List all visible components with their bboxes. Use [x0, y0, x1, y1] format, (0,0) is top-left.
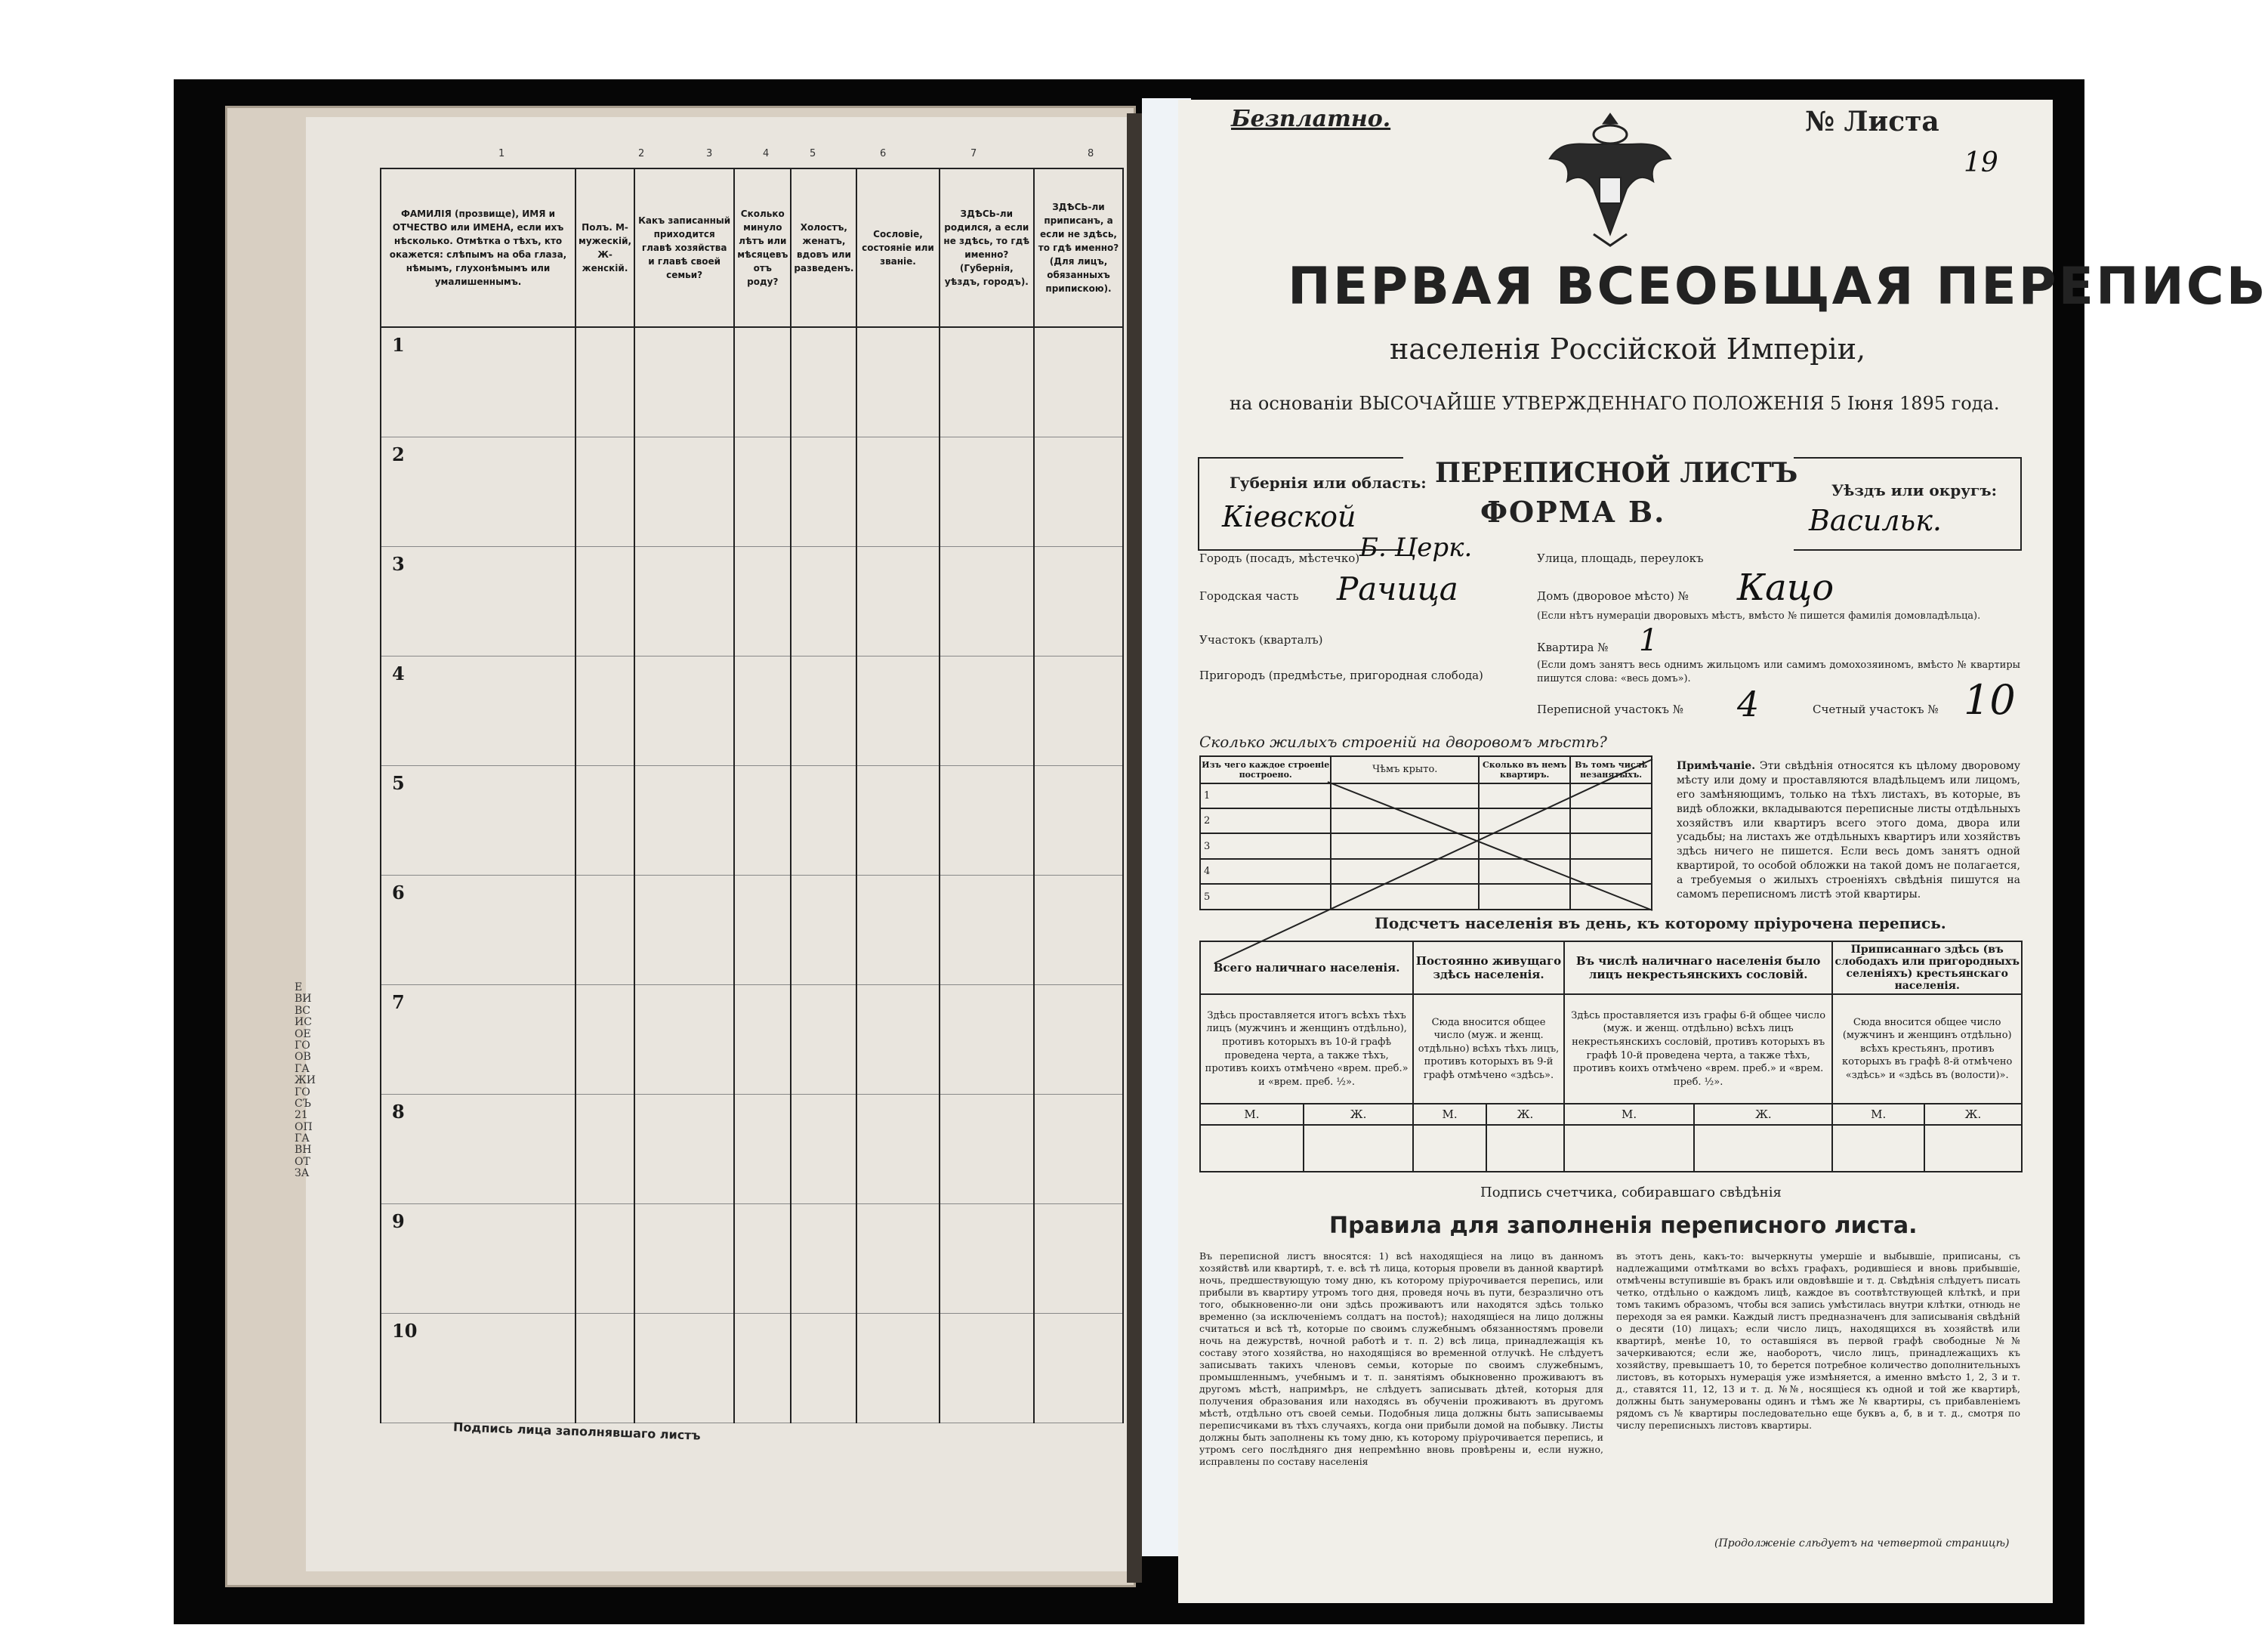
census-cell — [1034, 547, 1123, 656]
census-cell — [791, 1095, 856, 1204]
pop-cell — [1486, 1125, 1564, 1172]
m-label: М. — [1413, 1104, 1486, 1125]
build-header: Изъ чего каждое строеніе построено. — [1200, 756, 1331, 783]
census-row — [381, 876, 1123, 985]
census-row — [381, 437, 1123, 547]
column-number: 1 — [498, 148, 505, 159]
form-subtitle: ФОРМА В. — [1480, 495, 1666, 529]
column-number: 5 — [810, 148, 816, 159]
census-cell — [791, 656, 856, 766]
form-title: ПЕРЕПИСНОЙ ЛИСТЪ — [1435, 457, 1798, 489]
rules-right: въ этотъ день, какъ-то: вычеркнуты умершіе и выбывшіе, приписаны, съ надлежащими отмѣтками во всѣхъ графахъ, родившіеся и вновь прибывшіе, отмѣчены вступившіе въ бракъ или овдовѣвшіе и т. д. Свѣдѣнія слѣдуетъ писать четко, отдѣльно о каждомъ лицѣ, каждое въ соотвѣтствующей клѣткѣ, и при томъ такимъ образомъ, чтобы вся запись умѣстилась внутри клѣтки, отнюдь не переходя за ея рамки. Каждый листъ предназначенъ для записыванія свѣдѣній о десяти (10) лицахъ; если число лицъ, находящихся въ хозяйствѣ или квартирѣ, менѣе 10, то оставшіяся въ первой графѣ свободные №№ зачеркиваются; если же, наоборотъ, число лицъ, принадлежащихъ къ хозяйству, превышаетъ 10, то берется потребное количество дополнительныхъ листовъ, въ которыхъ нумерація уже измѣняется, а именно вмѣсто 1, 2, 3 и т. д., ставятся 11, 12, 13 и т. д. №№, носящіеся къ одной и той же квартирѣ, должны быть занумерованы одинъ и тѣмъ же № квартиры, съ прибавленіемъ рядомъ съ № квартиры последовательно еще буквъ а, б, в и т. д., смотря по числу переписныхъ листовъ квартиры. — [1616, 1250, 2020, 1431]
pop-cell — [1924, 1125, 2022, 1172]
header-registration: ЗДѢСЬ-ли приписанъ, а если не здѣсь, то гдѣ именно? (Для лицъ, обязанныхъ припискою). — [1034, 168, 1123, 327]
pop-text: Сюда вносится общее число (муж. и женщ. отдѣльно) всѣхъ тѣхъ лицъ, противъ которыхъ въ 9-й графѣ отмѣчено «здѣсь». — [1413, 994, 1564, 1104]
row-number: 1 — [381, 327, 575, 437]
basis-text: на основаніи ВЫСОЧАЙШЕ УТВЕРЖДЕННАГО ПОЛОЖЕНІЯ 5 Іюня 1895 года. — [1230, 393, 2000, 414]
binding-edge-text: Е ВИ ВС ИС ОЕ ГО ОВ ГА ЖИ ГО СЪ 21 ОП ГА ВН ОТ ЗА — [295, 981, 316, 1180]
census-cell — [940, 1095, 1034, 1204]
build-row-number: 3 — [1200, 833, 1331, 858]
part-label: Городская часть — [1199, 589, 1299, 603]
census-cell — [856, 985, 939, 1095]
pop-cell — [1304, 1125, 1413, 1172]
census-cell — [575, 656, 634, 766]
column-number: 8 — [1088, 148, 1094, 159]
zh-label: Ж. — [1486, 1104, 1564, 1125]
census-row — [381, 1095, 1123, 1204]
rules-title: Правила для заполненія переписного листа. — [1329, 1213, 1918, 1239]
apt-value: 1 — [1639, 623, 1659, 658]
census-cell — [1034, 1314, 1123, 1423]
census-cell — [575, 985, 634, 1095]
count-area-value: 10 — [1964, 676, 2016, 724]
uezd-box — [1794, 457, 2022, 551]
pop-text: Сюда вносится общее число (мужчинъ и женщинъ отдѣльно) всѣхъ крестьянъ, противъ которыхъ въ графѣ 8-й отмѣчено «здѣсь» и «здѣсь въ (волости)». — [1832, 994, 2022, 1104]
census-row — [381, 1204, 1123, 1314]
census-row — [381, 766, 1123, 876]
census-cell — [634, 656, 734, 766]
pop-cell — [1832, 1125, 1924, 1172]
census-cell — [575, 547, 634, 656]
census-area-label: Переписной участокъ № — [1537, 703, 1683, 716]
house-note: (Если нѣтъ нумераціи дворовыхъ мѣстъ, вмѣсто № пишется фамилія домовладѣльца). — [1537, 610, 1981, 622]
census-cell — [940, 876, 1034, 985]
row-number: 3 — [381, 547, 575, 656]
uezd-label: Уѣздъ или округъ: — [1831, 481, 1997, 499]
census-cell — [634, 437, 734, 547]
census-cell — [856, 437, 939, 547]
build-header: Чѣмъ крыто. — [1331, 756, 1479, 783]
census-cell — [791, 766, 856, 876]
row-number: 6 — [381, 876, 575, 985]
pop-header: Всего наличнаго населенія. — [1200, 941, 1413, 994]
column-number: 3 — [706, 148, 713, 159]
census-cell — [1034, 327, 1123, 437]
pop-cell — [1200, 1125, 1304, 1172]
census-cell — [734, 327, 791, 437]
row-number: 9 — [381, 1204, 575, 1314]
zh-label: Ж. — [1304, 1104, 1413, 1125]
census-cell — [575, 327, 634, 437]
counter-signature: Подпись счетчика, собиравшаго свѣдѣнія — [1480, 1185, 1782, 1200]
header-birthplace: ЗДѢСЬ-ли родился, а если не здѣсь, то гдѣ именно? (Губернія, уѣздъ, городъ). — [940, 168, 1034, 327]
note-text: Эти свѣдѣнія относятся къ цѣлому дворовому мѣсту или дому и проставляются владѣльцемъ или лицомъ, его замѣняющимъ, только на тѣхъ листахъ, въ которые, въ видѣ обложки, вкладываются переписные листы отдѣльныхъ хозяйствъ или квартиръ всего этого дома, двора или усадьбы; на листахъ же отдѣльныхъ квартиръ или хозяйствъ здѣсь ничего не пишется. Если весь домъ занятъ одной квартирой, то особой обложки на такой домъ не полагается, а требуемыя о жилыхъ строеніяхъ свѣдѣнія пишутся на самомъ переписномъ листѣ этой квартиры. — [1677, 760, 2020, 901]
census-cell — [791, 1204, 856, 1314]
column-number: 6 — [880, 148, 887, 159]
census-cell — [634, 876, 734, 985]
pop-header: Постоянно живущаго здѣсь населенія. — [1413, 941, 1564, 994]
census-row — [381, 327, 1123, 437]
census-cell — [940, 656, 1034, 766]
census-cell — [856, 1095, 939, 1204]
census-cell — [856, 1204, 939, 1314]
house-value: Кацо — [1737, 567, 1834, 609]
build-header: Сколько въ немъ квартиръ. — [1479, 756, 1570, 783]
pop-cell — [1694, 1125, 1832, 1172]
pop-text: Здѣсь проставляется итогъ всѣхъ тѣхъ лицъ (мужчинъ и женщинъ отдѣльно), противъ которыхъ въ 10-й графѣ проведена черта, а также тѣхъ, противъ коихъ отмѣчено «врем. преб.» и «врем. преб. ½». — [1200, 994, 1413, 1104]
row-number: 8 — [381, 1095, 575, 1204]
census-row — [381, 656, 1123, 766]
census-cell — [734, 1095, 791, 1204]
pop-cell — [1413, 1125, 1486, 1172]
continued-note: (Продолженіе слѣдуетъ на четвертой страницѣ) — [1714, 1537, 2010, 1549]
apt-label: Квартира № — [1537, 641, 1609, 654]
census-cell — [1034, 1095, 1123, 1204]
row-number: 4 — [381, 656, 575, 766]
census-cell — [940, 1314, 1034, 1423]
page-title: ПЕРВАЯ ВСЕОБЩАЯ ПЕРЕПИСЬ — [1288, 257, 2268, 317]
census-cell — [791, 547, 856, 656]
census-cell — [940, 766, 1034, 876]
column-number: 7 — [970, 148, 977, 159]
pop-header: Въ числѣ наличнаго населенія было лицъ некрестьянскихъ сословій. — [1564, 941, 1833, 994]
census-table — [380, 168, 1124, 1423]
census-cell — [575, 766, 634, 876]
header-relation: Какъ записанный приходится главѣ хозяйства и главѣ своей семьи? — [634, 168, 734, 327]
census-cell — [1034, 766, 1123, 876]
census-area-value: 4 — [1737, 684, 1760, 724]
suburb-label: Пригородъ (предмѣстье, пригородная слобода) — [1199, 669, 1483, 682]
header-marital: Холостъ, женатъ, вдовъ или разведенъ. — [791, 168, 856, 327]
census-cell — [575, 437, 634, 547]
column-number: 2 — [638, 148, 645, 159]
part-value: Рачица — [1337, 570, 1458, 607]
crossed-out-lines — [1199, 755, 1652, 967]
page-subtitle: населенія Россійской Имперіи, — [1390, 332, 1866, 366]
census-cell — [1034, 985, 1123, 1095]
m-label: М. — [1564, 1104, 1694, 1125]
census-cell — [856, 1314, 939, 1423]
census-cell — [575, 1204, 634, 1314]
census-cell — [1034, 1204, 1123, 1314]
sheet-no-label: № Листа — [1805, 106, 1939, 137]
census-cell — [734, 437, 791, 547]
header-sex: Полъ. М-мужескій, Ж-женскій. — [575, 168, 634, 327]
sheet-no-value: 19 — [1964, 147, 1998, 178]
apt-note: (Если домъ занятъ весь однимъ жильцомъ или самимъ домохозяиномъ, вмѣсто № квартиры пишутся слова: «весь домъ»). — [1537, 660, 2020, 684]
census-cell — [856, 327, 939, 437]
census-cell — [734, 766, 791, 876]
census-cell — [791, 437, 856, 547]
census-cell — [575, 1095, 634, 1204]
city-label: Городъ (посадъ, мѣстечко) — [1199, 551, 1360, 565]
buildings-question: Сколько жилыхъ строеній на дворовомъ мѣстѣ? — [1199, 733, 1607, 751]
district-label: Участокъ (кварталъ) — [1199, 633, 1323, 647]
census-cell — [856, 766, 939, 876]
book-gutter — [1127, 113, 1142, 1583]
build-row-number: 1 — [1200, 783, 1331, 808]
note-title: Примѣчаніе. — [1677, 760, 1756, 772]
build-header: Въ томъ числѣ незанятыхъ. — [1570, 756, 1652, 783]
census-cell — [856, 547, 939, 656]
row-number: 10 — [381, 1314, 575, 1423]
uezd-value: Васильк. — [1809, 504, 1942, 537]
census-cell — [940, 547, 1034, 656]
census-cell — [940, 985, 1034, 1095]
census-cell — [791, 1314, 856, 1423]
city-value: Б. Церк. — [1359, 533, 1473, 563]
census-cell — [634, 766, 734, 876]
row-number: 2 — [381, 437, 575, 547]
build-row-number: 2 — [1200, 808, 1331, 833]
row-number: 5 — [381, 766, 575, 876]
build-row-number: 4 — [1200, 859, 1331, 884]
signature-label: Подпись лица заполнявшаго листъ — [452, 1420, 701, 1443]
census-cell — [734, 1204, 791, 1314]
census-cell — [856, 656, 939, 766]
census-cell — [1034, 437, 1123, 547]
census-cell — [791, 876, 856, 985]
census-cell — [634, 985, 734, 1095]
header-estate: Сословіе, состояніе или званіе. — [856, 168, 939, 327]
census-cell — [734, 1314, 791, 1423]
street-label: Улица, площадь, переулокъ — [1537, 551, 1704, 565]
zh-label: Ж. — [1924, 1104, 2022, 1125]
header-age: Сколько минуло лѣтъ или мѣсяцевъ отъ роду? — [734, 168, 791, 327]
header-name: ФАМИЛІЯ (прозвище), ИМЯ и ОТЧЕСТВО или ИМЕНА, если ихъ нѣсколько. Отмѣтка о тѣхъ, кто окажется: слѣпымъ на оба глаза, нѣмымъ, глухонѣмымъ или умалишеннымъ. — [381, 168, 575, 327]
note-block — [1677, 759, 2020, 902]
census-row — [381, 985, 1123, 1095]
census-cell — [940, 437, 1034, 547]
census-cell — [734, 876, 791, 985]
census-cell — [634, 1095, 734, 1204]
rules-left: Въ переписной листъ вносятся: 1) всѣ находящіеся на лицо въ данномъ хозяйствѣ или квартирѣ, т. е. всѣ тѣ лица, которыя провели въ данной квартирѣ ночь, предшествующую тому дню, къ которому пріурочивается перепись, или прибыли въ квартиру утромъ того дня, проведя ночь въ пути, безразлично отъ того, обыкновенно-ли они здѣсь проживаютъ или находятся здѣсь только временно (за исключеніемъ солдатъ на постоѣ); находящіеся на лицо должны считаться и всѣ тѣ, которые по своимъ служебнымъ обязанностямъ провели ночь на дежурствѣ, ночной работѣ и т. п. 2) всѣ лица, принадлежащія къ составу этого хозяйства, но находящіяся во временной отлучкѣ. Не слѣдуетъ записывать такихъ членовъ семьи, которые по своимъ служебнымъ, промышленнымъ, учебнымъ и т. п. занятіямъ обыкновенно проживаютъ въ другомъ мѣстѣ, напримѣръ, не слѣдуетъ записывать дѣтей, которыя для получения образования или находясь въ обученіи проживаютъ въ другомъ мѣстѣ, отдѣльно отъ своей семьи. Подобныя лица должны быть записываемы переписчиками въ тѣхъ случаяхъ, когда они прибыли домой на побывку. Листы должны быть заполнены къ тому дню, къ которому пріурочивается перепись, и утромъ сего послѣдняго дня непремѣнно вновь провѣрены и, если нужно, исправлены по составу населенія — [1199, 1250, 1603, 1467]
census-cell — [791, 985, 856, 1095]
census-cell — [856, 876, 939, 985]
pop-header: Приписаннаго здѣсь (въ слободахъ или пригородныхъ селеніяхъ) крестьянскаго населенія. — [1832, 941, 2022, 994]
eagle-icon — [1541, 106, 1680, 249]
free-label: Безплатно. — [1231, 106, 1391, 132]
census-row — [381, 547, 1123, 656]
census-cell — [575, 1314, 634, 1423]
row-number: 7 — [381, 985, 575, 1095]
gubernia-value: Кіевской — [1222, 500, 1356, 533]
gubernia-label: Губернія или область: — [1230, 474, 1427, 492]
census-cell — [734, 656, 791, 766]
census-cell — [1034, 876, 1123, 985]
census-cell — [575, 876, 634, 985]
census-cell — [634, 327, 734, 437]
population-title: Подсчетъ населенія въ день, къ которому пріурочена перепись. — [1375, 914, 1946, 932]
pop-cell — [1564, 1125, 1694, 1172]
census-row — [381, 1314, 1123, 1423]
census-cell — [940, 1204, 1034, 1314]
m-label: М. — [1200, 1104, 1304, 1125]
build-row-number: 5 — [1200, 884, 1331, 910]
census-cell — [634, 1314, 734, 1423]
census-cell — [634, 547, 734, 656]
census-cell — [940, 327, 1034, 437]
census-cell — [734, 547, 791, 656]
census-cell — [1034, 656, 1123, 766]
population-table — [1199, 941, 2023, 1172]
count-area-label: Счетный участокъ № — [1813, 703, 1939, 716]
census-cell — [634, 1204, 734, 1314]
census-cell — [791, 327, 856, 437]
pop-text: Здѣсь проставляется изъ графы 6-й общее число (муж. и женщ. отдѣльно) всѣхъ лицъ некрестьянскихъ сословій, противъ которыхъ въ графѣ 10-й проведена черта, а также тѣхъ, противъ коихъ отмѣчено «врем. преб.» и «врем. преб. ½». — [1564, 994, 1833, 1104]
column-number: 4 — [763, 148, 770, 159]
house-label: Домъ (дворовое мѣсто) № — [1537, 589, 1689, 603]
zh-label: Ж. — [1694, 1104, 1832, 1125]
census-cell — [734, 985, 791, 1095]
m-label: М. — [1832, 1104, 1924, 1125]
